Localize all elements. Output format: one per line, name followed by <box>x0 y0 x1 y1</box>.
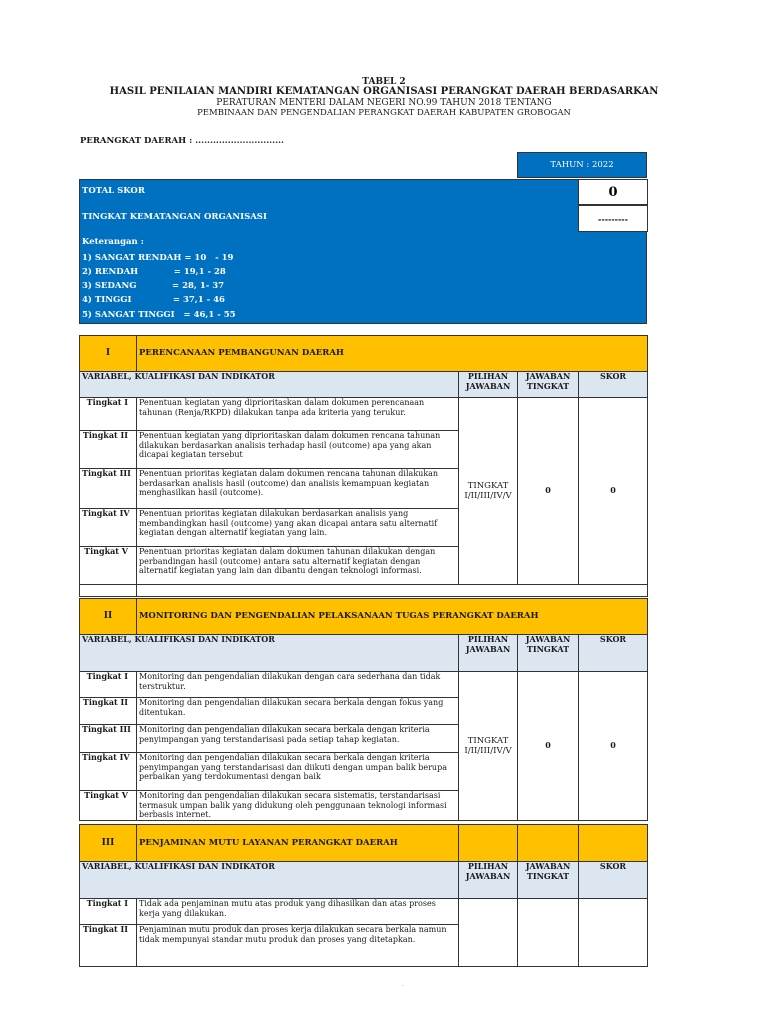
level-label: Tingkat II <box>80 431 137 469</box>
document-title: HASIL PENILAIAN MANDIRI KEMATANGAN ORGANISASI PERANGKAT DAERAH BERDASARKAN <box>109 86 659 97</box>
page-mark: · <box>402 983 404 990</box>
level-label: Tingkat I <box>80 672 137 698</box>
section-table <box>79 335 648 597</box>
column-variabel: VARIABEL, KUALIFIKASI DAN INDIKATOR <box>80 635 459 672</box>
column-pilihan: PILIHAN JAWABAN <box>459 372 518 398</box>
level-label: Tingkat I <box>80 398 137 431</box>
skor-value: 0 <box>579 672 648 821</box>
indicator-text: Monitoring dan pengendalian dilakukan secara berkala dengan kriteria penyimpangan yang terstandarisasi pada setiap tahap kegiatan. <box>137 725 459 753</box>
table-number: TABEL 2 <box>362 77 406 87</box>
section-table <box>79 598 648 821</box>
indicator-text: Penentuan kegiatan yang diprioritaskan dalam dokumen rencana tahunan dilakukan berdasarkan analisis terhadap hasil (outcome) apa yang akan dicapai kegiatan tersebut <box>137 431 459 469</box>
keterangan-item: 4) TINGGI = 37,1 - 46 <box>82 295 225 305</box>
level-label: Tingkat III <box>80 469 137 509</box>
regulation-line: PERATURAN MENTERI DALAM NEGERI NO.99 TAHUN 2018 TENTANG <box>216 98 552 108</box>
column-jawaban: JAWABAN TINGKAT <box>518 862 579 899</box>
section-title: PENJAMINAN MUTU LAYANAN PERANGKAT DAERAH <box>137 825 459 862</box>
indicator-text: Monitoring dan pengendalian dilakukan secara berkala dengan kriteria penyimpangan yang terstandarisasi dan diikuti dengan umpan balik berupa perbaikan yang terdokumentasi dengan baik <box>137 753 459 791</box>
skor-value: 0 <box>579 398 648 585</box>
tahun-cell: TAHUN : 2022 <box>517 152 647 178</box>
indicator-text: Penentuan prioritas kegiatan dalam dokumen rencana tahunan dilakukan berdasarkan analisis hasil (outcome) dan analisis kemampuan kegiatan menghasilkan hasil (outcome). <box>137 469 459 509</box>
tingkat-kematangan-value: --------- <box>578 205 648 232</box>
indicator-text: Penjaminan mutu produk dan proses kerja dilakukan secara berkala namun tidak mempunyai standar mutu produk dan proses yang ditetapkan. <box>137 925 459 967</box>
section-number: I <box>80 336 137 372</box>
column-jawaban: JAWABAN TINGKAT <box>518 635 579 672</box>
keterangan-item: 1) SANGAT RENDAH = 10 - 19 <box>82 253 234 263</box>
perangkat-daerah-label: PERANGKAT DAERAH : .............................. <box>80 136 284 146</box>
subject-line: PEMBINAAN DAN PENGENDALIAN PERANGKAT DAERAH KABUPATEN GROBOGAN <box>197 108 571 118</box>
jawaban-tingkat: 0 <box>518 398 579 585</box>
level-label: Tingkat V <box>80 547 137 585</box>
indicator-text: Monitoring dan pengendalian dilakukan secara sistematis, terstandarisasi termasuk umpan balik yang didukung oleh penggunaan teknologi informasi berbasis internet. <box>137 791 459 821</box>
level-label: Tingkat III <box>80 725 137 753</box>
section-table <box>79 824 648 967</box>
jawaban-tingkat: 0 <box>518 672 579 821</box>
keterangan-item: 3) SEDANG = 28, 1- 37 <box>82 281 225 291</box>
indicator-text: Penentuan prioritas kegiatan dalam dokumen tahunan dilakukan dengan perbandingan hasil (outcome) antara satu alternatif kegiatan dengan alternatif kegiatan yang lain dan dibantu dengan teknologi informasi. <box>137 547 459 585</box>
pilihan-jawaban: TINGKAT I/II/III/IV/V <box>459 398 518 585</box>
level-label: Tingkat IV <box>80 509 137 547</box>
total-skor-label: TOTAL SKOR <box>82 186 145 196</box>
indicator-text: Penentuan kegiatan yang diprioritaskan dalam dokumen perencanaan tahunan (Renja/RKPD) dilakukan tanpa ada kriteria yang terukur. <box>137 398 459 431</box>
keterangan-label: Keterangan : <box>82 237 144 247</box>
keterangan-item: 2) RENDAH = 19,1 - 28 <box>82 267 226 277</box>
level-label: Tingkat IV <box>80 753 137 791</box>
column-pilihan: PILIHAN JAWABAN <box>459 862 518 899</box>
column-variabel: VARIABEL, KUALIFIKASI DAN INDIKATOR <box>80 372 459 398</box>
summary-panel <box>79 179 647 324</box>
level-label: Tingkat V <box>80 791 137 821</box>
indicator-text: Tidak ada penjaminan mutu atas produk yang dihasilkan dan atas proses kerja yang dilakukan. <box>137 899 459 925</box>
column-skor: SKOR <box>579 372 648 398</box>
total-skor-value: 0 <box>578 179 648 205</box>
indicator-text: Monitoring dan pengendalian dilakukan secara berkala dengan fokus yang ditentukan. <box>137 698 459 725</box>
column-variabel: VARIABEL, KUALIFIKASI DAN INDIKATOR <box>80 862 459 899</box>
column-skor: SKOR <box>579 862 648 899</box>
pilihan-jawaban: TINGKAT I/II/III/IV/V <box>459 672 518 821</box>
keterangan-item: 5) SANGAT TINGGI = 46,1 - 55 <box>82 310 236 320</box>
section-number: II <box>80 599 137 635</box>
section-number: III <box>80 825 137 862</box>
indicator-text: Monitoring dan pengendalian dilakukan dengan cara sederhana dan tidak terstruktur. <box>137 672 459 698</box>
section-title: MONITORING DAN PENGENDALIAN PELAKSANAAN TUGAS PERANGKAT DAERAH <box>137 599 648 635</box>
tingkat-kematangan-label: TINGKAT KEMATANGAN ORGANISASI <box>82 212 267 222</box>
level-label: Tingkat I <box>80 899 137 925</box>
level-label: Tingkat II <box>80 698 137 725</box>
section-title: PERENCANAAN PEMBANGUNAN DAERAH <box>137 336 648 372</box>
column-jawaban: JAWABAN TINGKAT <box>518 372 579 398</box>
indicator-text: Penentuan prioritas kegiatan dilakukan berdasarkan analisis yang membandingkan hasil (outcome) yang akan dicapai antara satu alternatif kegiatan dengan alternatif kegiatan yang lain. <box>137 509 459 547</box>
level-label: Tingkat II <box>80 925 137 967</box>
column-pilihan: PILIHAN JAWABAN <box>459 635 518 672</box>
column-skor: SKOR <box>579 635 648 672</box>
